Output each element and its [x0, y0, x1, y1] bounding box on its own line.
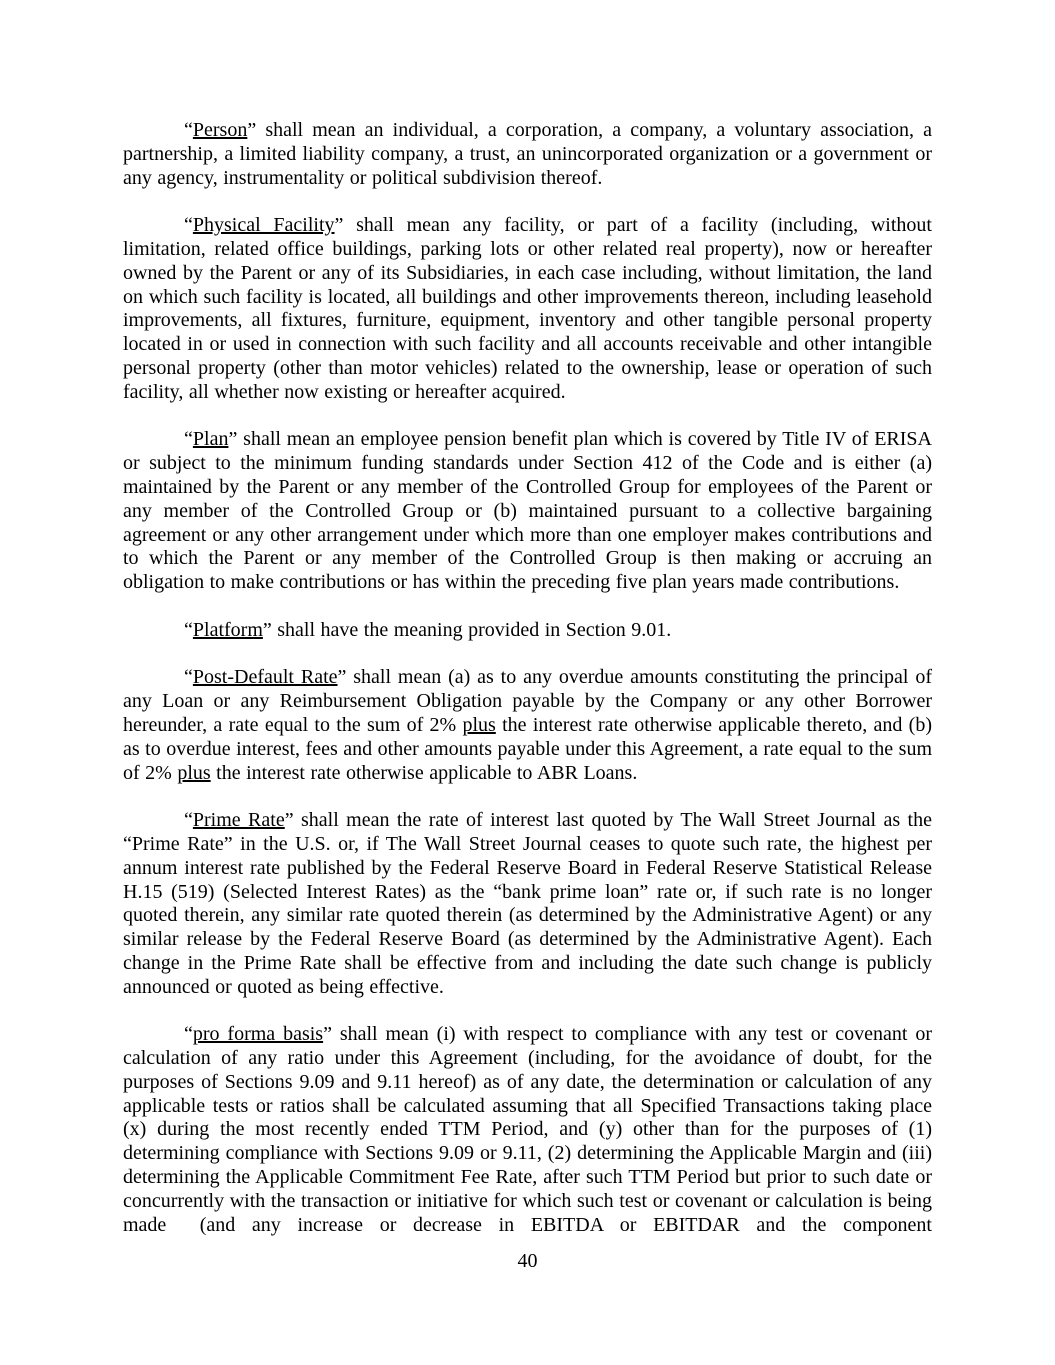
paragraph-text: “	[184, 1023, 193, 1046]
paragraph-text: “	[184, 809, 193, 832]
paragraph	[123, 119, 932, 190]
paragraph-text: “	[184, 119, 193, 141]
paragraph-text: ” shall mean the rate of interest last quoted by The Wall Street Journal as the “Prime Rate” in the U.S. or, if The Wall Street Journal ceases to quote such rate, the highest per annum interest rate published by the Federal Reserve Board in Federal Reserve Statistical Release H.15 (519) (Selected Interest Rates) as the “bank prime loan” rate or, if such rate is no longer quoted therein, any similar rate quoted therein (as determined by the Administrative Agent) or any similar release by the Federal Reserve Board (as determined by the Administrative Agent). Each change in the Prime Rate shall be effective from and including the date such change is publicly announced or quoted as being effective.	[123, 809, 932, 998]
paragraph-text: “	[184, 666, 193, 689]
document-body	[123, 119, 932, 1237]
paragraph-text: ” shall mean (i) with respect to compliance with any test or covenant or calculation of any ratio under this Agreement (including, for the avoidance of doubt, for the purposes of Sections 9.09 and 9.11 hereof) as of any date, the determination or calculation of any applicable tests or ratios shall be calculated assuming that all Specified Transactions taking place (x) during the most recently ended TTM Period, and (y) other than for the purposes of (1) determining compliance with Sections 9.09 or 9.11, (2) determining the Applicable Margin and (iii) determining the Applicable Commitment Fee Rate, after such TTM Period but prior to such date or concurrently with the transaction or initiative for which such test or covenant or calculation is being made (and any increase or decrease in EBITDA or EBITDAR and the component	[123, 1023, 932, 1236]
defined-term: Plan	[192, 428, 229, 451]
paragraph-text: “	[184, 214, 193, 237]
paragraph	[123, 809, 932, 999]
paragraph-text: ” shall have the meaning provided in Section 9.01.	[262, 618, 672, 641]
defined-term: plus	[177, 761, 211, 784]
page-number: 40	[517, 1250, 538, 1272]
paragraph-text: “	[184, 428, 193, 451]
paragraph-text: “	[184, 618, 193, 641]
defined-term: Post-Default Rate	[192, 666, 338, 689]
defined-term: Person	[192, 119, 248, 141]
paragraph	[123, 619, 932, 643]
paragraph	[123, 428, 932, 595]
defined-term: Physical Facility	[192, 214, 335, 237]
defined-term: Prime Rate	[192, 809, 285, 832]
defined-term: plus	[462, 713, 496, 736]
paragraph-text: the interest rate otherwise applicable thereto, and (b) as to overdue interest, fees and other amounts payable under this Agreement, a rate equal to the sum of 2%	[123, 713, 932, 784]
paragraph	[123, 214, 932, 404]
paragraph	[123, 666, 932, 785]
defined-term: Platform	[192, 618, 263, 641]
paragraph-text: ” shall mean any facility, or part of a facility (including, without limitation, related office buildings, parking lots or other related real property), now or hereafter owned by the Parent or any of its Subsidiaries, in each case including, without limitation, the land on which such facility is located, all buildings and other improvements thereon, including leasehold improvements, all fixtures, furniture, equipment, inventory and other tangible personal property located in or used in connection with such facility and all accounts receivable and other intangible personal property (other than motor vehicles) related to the ownership, lease or operation of such facility, all whether now existing or hereafter acquired.	[123, 214, 932, 403]
paragraph-text: ” shall mean (a) as to any overdue amounts constituting the principal of any Loan or any Reimbursement Obligation payable by the Company or any other Borrower hereunder, a rate equal to the sum of 2%	[123, 666, 933, 736]
paragraph-text: ” shall mean an individual, a corporation, a company, a voluntary association, a partnership, a limited liability company, a trust, an unincorporated organization or a government or any agency, instrumentality or political subdivision thereof.	[123, 119, 932, 189]
defined-term: pro forma basis	[192, 1023, 324, 1046]
paragraph-text: ” shall mean an employee pension benefit plan which is covered by Title IV of ERISA or subject to the minimum funding standards under Section 412 of the Code and is either (a) maintained by the Parent or any member of the Controlled Group for employees of the Parent or any member of the Controlled Group or (b) maintained pursuant to a collective bargaining agreement or any other arrangement under which more than one employer makes contributions and to which the Parent or any member of the Controlled Group is then making or accruing an obligation to make contributions or has within the preceding five plan years made contributions.	[123, 428, 932, 594]
paragraph	[123, 1023, 932, 1237]
paragraph-text: the interest rate otherwise applicable to ABR Loans.	[210, 761, 638, 784]
